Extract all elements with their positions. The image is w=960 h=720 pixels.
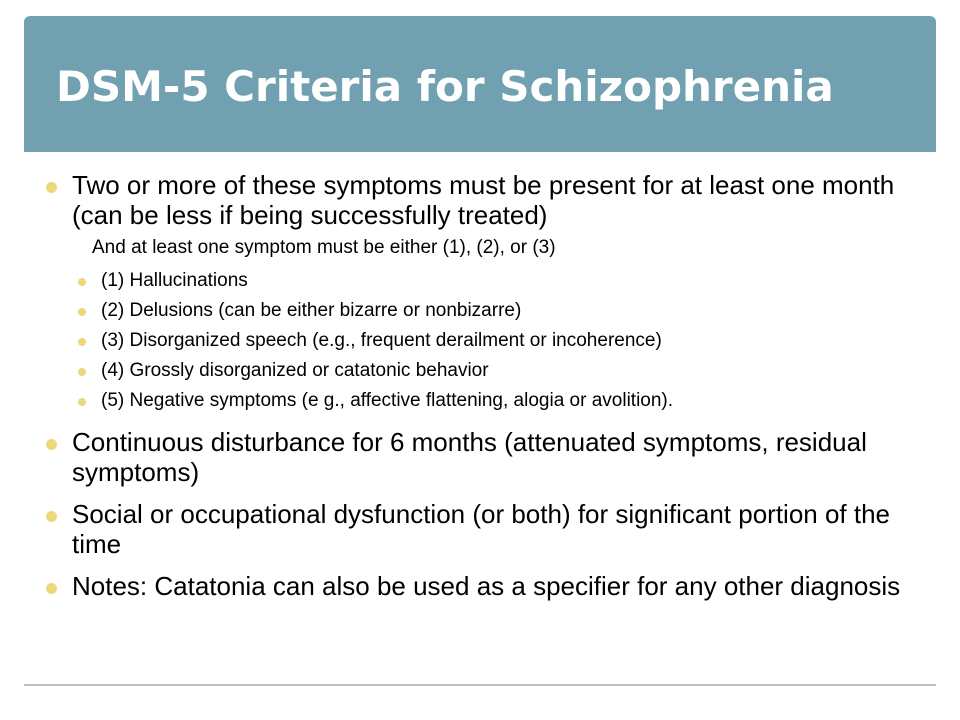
bullet-dot-icon	[46, 511, 57, 522]
sub-bullet-item	[78, 269, 926, 293]
title-bar	[24, 16, 936, 152]
bullet-item	[46, 499, 926, 559]
bullet-item	[46, 571, 926, 601]
sub-bullet-item	[78, 329, 926, 353]
bullet-item	[46, 427, 926, 487]
bullet-item	[46, 170, 926, 230]
sub-bullet-dot-icon	[78, 278, 86, 286]
sub-bullet-dot-icon	[78, 398, 86, 406]
sub-bullet-dot-icon	[78, 368, 86, 376]
sub-bullet-dot-icon	[78, 338, 86, 346]
footer-divider	[24, 684, 936, 686]
bullet-dot-icon	[46, 182, 57, 193]
sub-bullet-text: (4) Grossly disorganized or catatonic behavior	[101, 360, 489, 381]
sub-bullet-item	[78, 389, 926, 413]
bullet-text: Social or occupational dysfunction (or both) for significant portion of the time	[72, 499, 891, 559]
bullet-text: Notes: Catatonia can also be used as a specifier for any other diagnosis	[72, 571, 901, 601]
bullet-dot-icon	[46, 583, 57, 594]
sub-bullet-text: (1) Hallucinations	[101, 270, 248, 291]
sub-bullet-item	[78, 359, 926, 383]
sub-bullet-dot-icon	[78, 308, 86, 316]
slide-title: DSM-5 Criteria for Schizophrenia	[56, 62, 834, 111]
slide-content	[46, 170, 926, 601]
sub-bullet-text: (3) Disorganized speech (e.g., frequent derailment or incoherence)	[101, 330, 662, 351]
bullet-text: Two or more of these symptoms must be present for at least one month (can be less if being successfully treated)	[72, 170, 895, 230]
bullet-dot-icon	[46, 439, 57, 450]
sub-bullet-text: (5) Negative symptoms (e g., affective flattening, alogia or avolition).	[101, 390, 674, 411]
criteria-note: And at least one symptom must be either (1), (2), or (3)	[92, 237, 556, 258]
sub-bullet-text: (2) Delusions (can be either bizarre or nonbizarre)	[101, 300, 522, 321]
bullet-text: Continuous disturbance for 6 months (attenuated symptoms, residual symptoms)	[72, 427, 867, 487]
sub-bullet-item	[78, 299, 926, 323]
